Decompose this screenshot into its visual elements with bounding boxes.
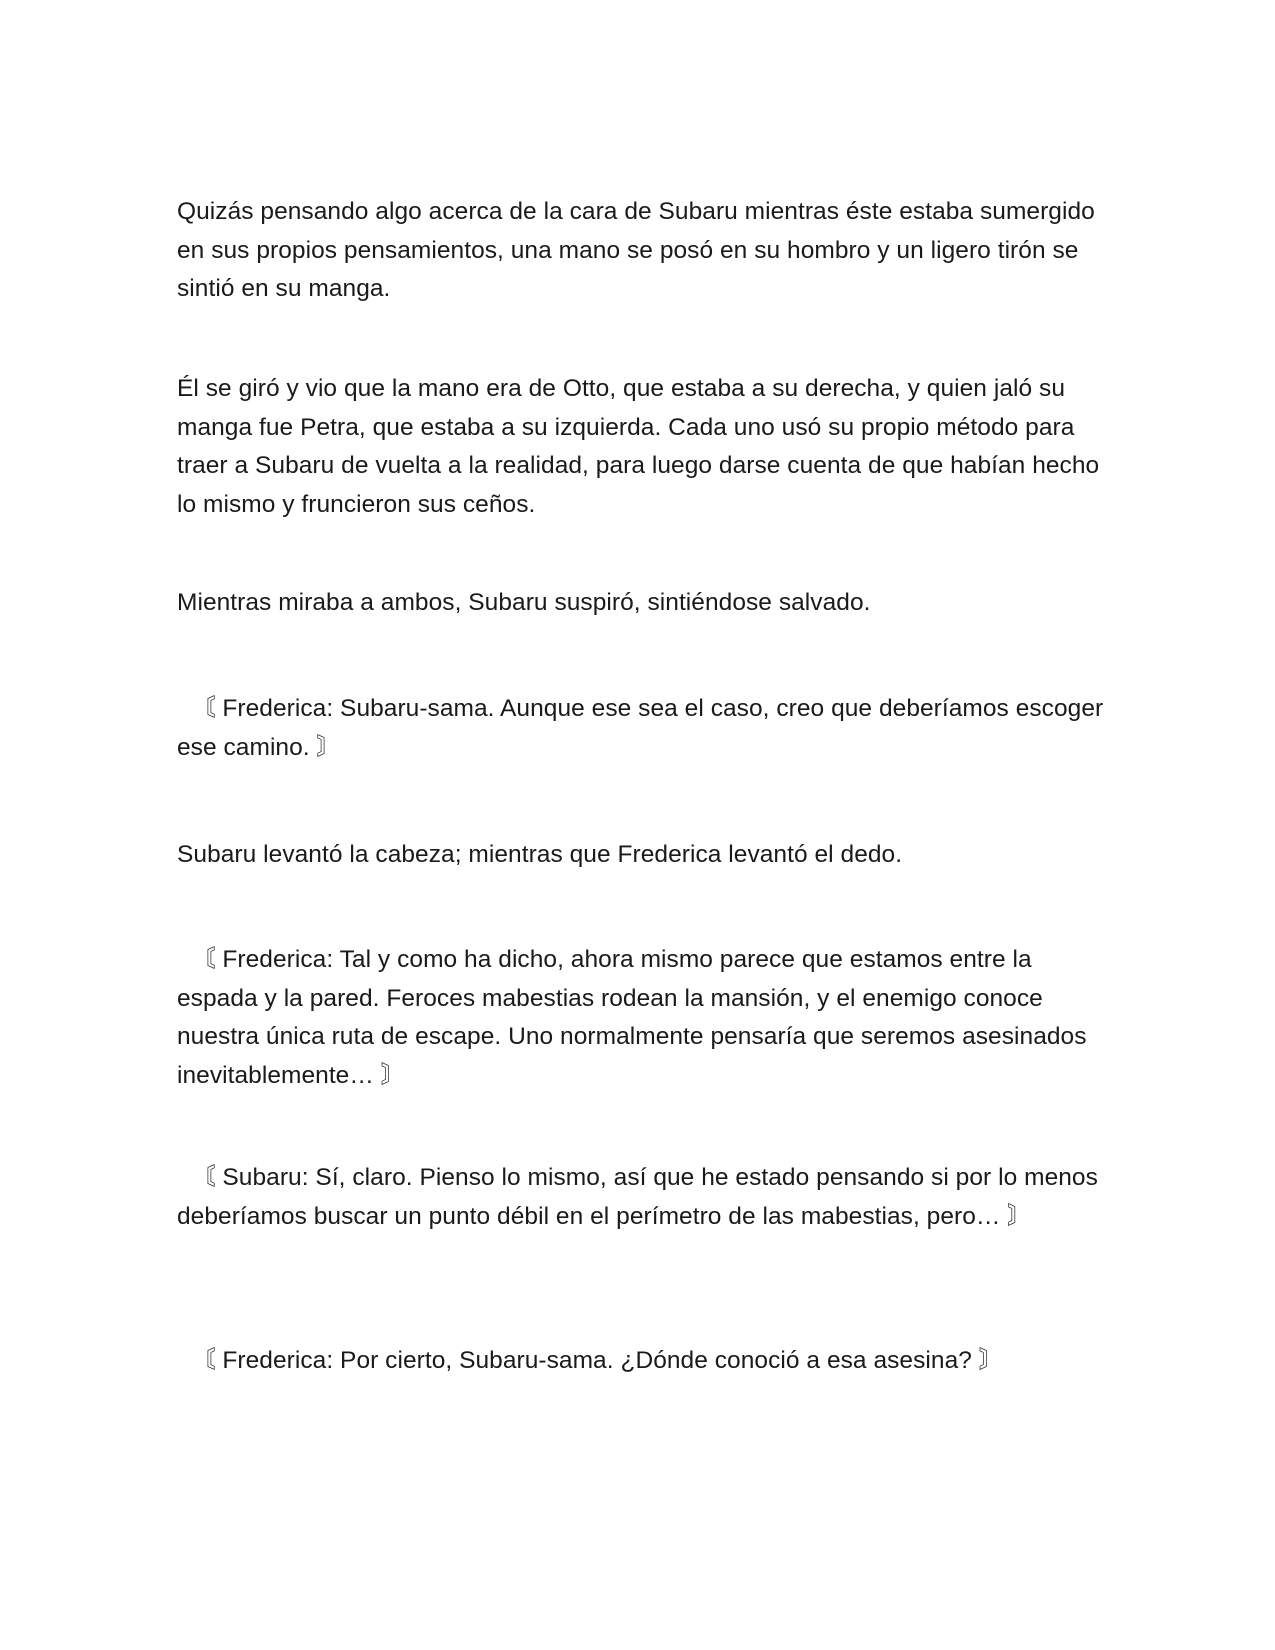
dialogue-subaru-1: 〘 Subaru: Sí, claro. Pienso lo mismo, así que he estado pensando si por lo menos deberíamos buscar un punto débil en el perímetro de las mabestias, pero… 〙 [177,1164,1098,1230]
dialogue-frederica-2: 〘 Frederica: Tal y como ha dicho, ahora mismo parece que estamos entre la espada y la pared. Feroces mabestias rodean la mansión, y el enemigo conoce nuestra única ruta de escape. Uno normalmente pensaría que seremos asesinados inevitablemente… 〙 [177,946,1087,1089]
dialogue-frederica-3: 〘 Frederica: Por cierto, Subaru-sama. ¿Dónde conoció a esa asesina? 〙 [191,1347,1004,1374]
paragraph-1: Quizás pensando algo acerca de la cara de Subaru mientras éste estaba sumergido en sus propios pensamientos, una mano se posó en su hombro y un ligero tirón se sintió en su manga. [177,198,1095,302]
paragraph-2: Él se giró y vio que la mano era de Otto, que estaba a su derecha, y quien jaló su manga fue Petra, que estaba a su izquierda. Cada uno usó su propio método para traer a Subaru de vuelta a la realidad, para luego darse cuenta de que habían hecho lo mismo y fruncieron sus ceños. [177,375,1100,518]
dialogue-frederica-1: 〘 Frederica: Subaru-sama. Aunque ese sea el caso, creo que deberíamos escoger ese camino. 〙 [177,695,1104,761]
paragraph-5: Subaru levantó la cabeza; mientras que Frederica levantó el dedo. [177,841,903,868]
paragraph-3: Mientras miraba a ambos, Subaru suspiró, sintiéndose salvado. [177,589,871,616]
